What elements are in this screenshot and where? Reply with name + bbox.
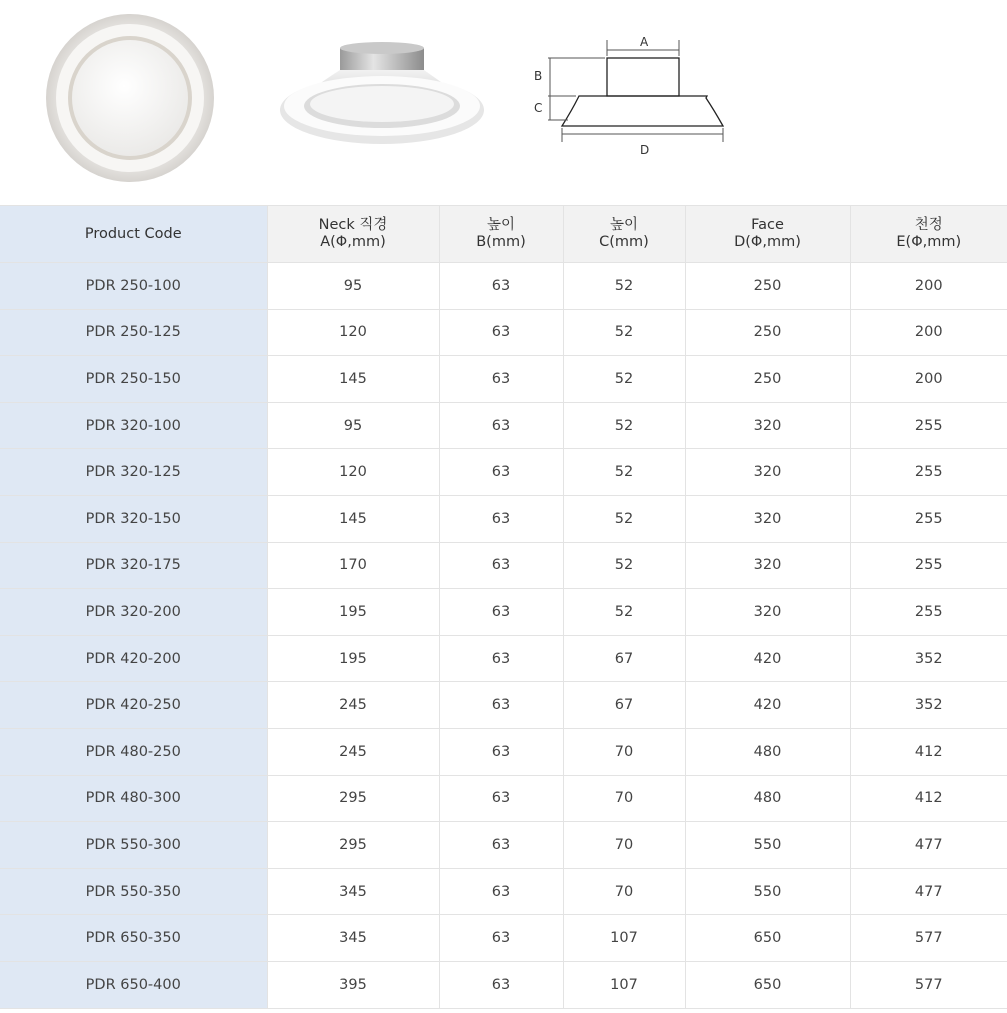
- table-row: [0, 822, 1007, 869]
- diagram-label-a: A: [640, 35, 649, 49]
- table-cell: 95: [267, 402, 439, 449]
- table-cell: 63: [439, 309, 563, 356]
- table-cell: 650: [685, 915, 850, 962]
- table-cell: 577: [850, 915, 1007, 962]
- dimension-diagram: [528, 30, 728, 160]
- product-code-cell: PDR 320-175: [0, 542, 267, 589]
- table-cell: 52: [563, 309, 685, 356]
- product-code-cell: PDR 250-150: [0, 356, 267, 403]
- product-code-cell: PDR 320-125: [0, 449, 267, 496]
- table-row: [0, 356, 1007, 403]
- column-header: [850, 206, 1007, 263]
- table-cell: 200: [850, 356, 1007, 403]
- table-cell: 395: [267, 961, 439, 1008]
- table-row: [0, 402, 1007, 449]
- table-cell: 63: [439, 635, 563, 682]
- product-code-cell: PDR 320-100: [0, 402, 267, 449]
- table-cell: 120: [267, 309, 439, 356]
- table-cell: 70: [563, 728, 685, 775]
- product-code-cell: PDR 320-150: [0, 495, 267, 542]
- table-cell: 250: [685, 263, 850, 310]
- column-header-label: Product Code: [84, 225, 182, 242]
- table-cell: 70: [563, 868, 685, 915]
- table-cell: 63: [439, 495, 563, 542]
- table-cell: 345: [267, 915, 439, 962]
- table-cell: 52: [563, 356, 685, 403]
- table-cell: 245: [267, 728, 439, 775]
- column-header: [267, 206, 439, 263]
- diagram-label-c: C: [534, 101, 543, 115]
- table-cell: 577: [850, 961, 1007, 1008]
- table-cell: 107: [563, 961, 685, 1008]
- table-cell: 63: [439, 915, 563, 962]
- table-cell: 63: [439, 775, 563, 822]
- table-cell: 63: [439, 822, 563, 869]
- column-header-label: Neck 직경: [318, 217, 388, 233]
- table-cell: 52: [563, 589, 685, 636]
- table-row: [0, 868, 1007, 915]
- table-cell: 420: [685, 682, 850, 729]
- table-row: [0, 635, 1007, 682]
- column-header-label: Face: [751, 217, 784, 233]
- table-cell: 52: [563, 495, 685, 542]
- table-cell: 145: [267, 495, 439, 542]
- table-cell: 52: [563, 402, 685, 449]
- table-cell: 63: [439, 356, 563, 403]
- table-cell: 63: [439, 682, 563, 729]
- product-code-cell: PDR 250-100: [0, 263, 267, 310]
- table-cell: 195: [267, 589, 439, 636]
- table-cell: 320: [685, 542, 850, 589]
- table-cell: 320: [685, 589, 850, 636]
- product-code-cell: PDR 480-300: [0, 775, 267, 822]
- product-code-cell: PDR 480-250: [0, 728, 267, 775]
- table-cell: 352: [850, 635, 1007, 682]
- table-cell: 170: [267, 542, 439, 589]
- table-row: [0, 961, 1007, 1008]
- column-header-label: 천정: [914, 217, 943, 233]
- table-cell: 70: [563, 775, 685, 822]
- table-row: [0, 589, 1007, 636]
- table-cell: 345: [267, 868, 439, 915]
- table-cell: 255: [850, 402, 1007, 449]
- table-cell: 95: [267, 263, 439, 310]
- table-cell: 412: [850, 728, 1007, 775]
- table-cell: 52: [563, 449, 685, 496]
- table-cell: 107: [563, 915, 685, 962]
- table-cell: 63: [439, 728, 563, 775]
- table-cell: 195: [267, 635, 439, 682]
- product-code-cell: PDR 250-125: [0, 309, 267, 356]
- diffuser-side-image: [278, 40, 486, 152]
- table-cell: 63: [439, 263, 563, 310]
- column-header-unit: E(Φ,mm): [896, 234, 962, 250]
- table-cell: 145: [267, 356, 439, 403]
- table-cell: 352: [850, 682, 1007, 729]
- table-body: [0, 263, 1007, 1009]
- table-row: [0, 775, 1007, 822]
- table-cell: 550: [685, 822, 850, 869]
- table-cell: 63: [439, 868, 563, 915]
- table-row: [0, 682, 1007, 729]
- table-row: [0, 542, 1007, 589]
- column-header-unit: A(Φ,mm): [320, 234, 386, 250]
- column-header: [439, 206, 563, 263]
- column-header-unit: B(mm): [476, 234, 526, 250]
- product-code-cell: PDR 550-350: [0, 868, 267, 915]
- table-cell: 295: [267, 822, 439, 869]
- table-cell: 477: [850, 822, 1007, 869]
- table-cell: 200: [850, 263, 1007, 310]
- table-cell: 650: [685, 961, 850, 1008]
- table-cell: 250: [685, 356, 850, 403]
- column-header: [563, 206, 685, 263]
- product-code-cell: PDR 420-200: [0, 635, 267, 682]
- table-cell: 255: [850, 589, 1007, 636]
- table-cell: 63: [439, 961, 563, 1008]
- table-cell: 477: [850, 868, 1007, 915]
- table-cell: 120: [267, 449, 439, 496]
- column-header-label: 높이: [609, 217, 638, 233]
- table-cell: 52: [563, 263, 685, 310]
- product-images: [0, 0, 1007, 205]
- table-cell: 255: [850, 542, 1007, 589]
- diagram-label-b: B: [534, 69, 543, 83]
- spec-table: [0, 205, 1007, 1009]
- table-cell: 295: [267, 775, 439, 822]
- diagram-label-d: D: [640, 143, 650, 157]
- table-cell: 67: [563, 682, 685, 729]
- table-row: [0, 263, 1007, 310]
- table-row: [0, 309, 1007, 356]
- table-cell: 412: [850, 775, 1007, 822]
- table-cell: 200: [850, 309, 1007, 356]
- table-row: [0, 495, 1007, 542]
- product-code-cell: PDR 650-350: [0, 915, 267, 962]
- table-cell: 320: [685, 495, 850, 542]
- column-header-unit: D(Φ,mm): [734, 234, 801, 250]
- product-code-cell: PDR 420-250: [0, 682, 267, 729]
- table-cell: 255: [850, 449, 1007, 496]
- diffuser-front-image: [44, 12, 216, 184]
- table-cell: 63: [439, 589, 563, 636]
- table-header-row: [0, 206, 1007, 263]
- table-cell: 480: [685, 728, 850, 775]
- table-cell: 52: [563, 542, 685, 589]
- product-code-cell: PDR 550-300: [0, 822, 267, 869]
- table-cell: 550: [685, 868, 850, 915]
- table-cell: 67: [563, 635, 685, 682]
- table-cell: 250: [685, 309, 850, 356]
- table-cell: 420: [685, 635, 850, 682]
- table-cell: 245: [267, 682, 439, 729]
- table-cell: 63: [439, 449, 563, 496]
- column-header-label: 높이: [486, 217, 515, 233]
- table-cell: 63: [439, 402, 563, 449]
- table-cell: 320: [685, 402, 850, 449]
- column-header: [0, 206, 267, 263]
- table-row: [0, 915, 1007, 962]
- table-cell: 480: [685, 775, 850, 822]
- table-row: [0, 728, 1007, 775]
- table-cell: 255: [850, 495, 1007, 542]
- column-header-unit: C(mm): [599, 234, 649, 250]
- table-row: [0, 449, 1007, 496]
- column-header: [685, 206, 850, 263]
- table-cell: 320: [685, 449, 850, 496]
- product-code-cell: PDR 650-400: [0, 961, 267, 1008]
- table-cell: 63: [439, 542, 563, 589]
- product-code-cell: PDR 320-200: [0, 589, 267, 636]
- table-cell: 70: [563, 822, 685, 869]
